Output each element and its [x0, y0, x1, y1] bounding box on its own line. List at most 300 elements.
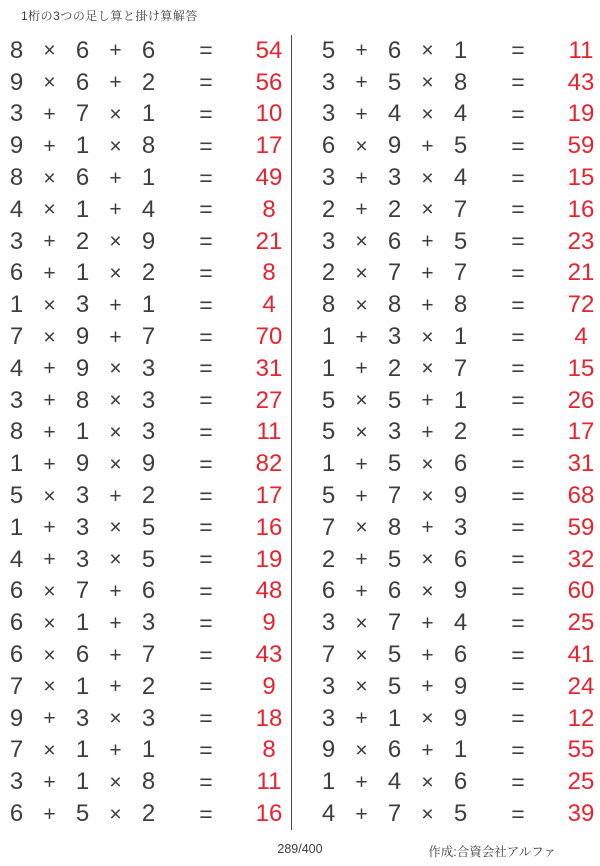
operand-3: 6 — [141, 577, 156, 605]
answer-value: 70 — [255, 323, 283, 351]
equation-row — [312, 512, 600, 544]
operator-1: × — [43, 611, 56, 635]
answer-value: 54 — [255, 36, 283, 64]
answer-value: 27 — [255, 386, 283, 414]
operand-3: 6 — [141, 36, 156, 64]
equation-row — [0, 321, 291, 353]
answer-value: 72 — [567, 291, 595, 319]
operator-2: × — [109, 357, 122, 381]
operand-2: 5 — [387, 641, 402, 669]
operator-2: × — [109, 770, 122, 794]
equation-row — [0, 194, 291, 226]
answer-value: 11 — [256, 418, 282, 446]
answer-value: 17 — [255, 132, 283, 160]
operator-1: × — [355, 643, 368, 667]
answer-value: 8 — [262, 259, 276, 287]
equation-row — [0, 130, 291, 162]
equation-row — [0, 417, 291, 449]
operator-2: × — [421, 484, 434, 508]
operand-1: 3 — [321, 227, 336, 255]
operand-3: 6 — [453, 545, 468, 573]
operand-1: 6 — [9, 259, 24, 287]
operator-2: + — [109, 39, 122, 63]
operand-3: 2 — [453, 418, 468, 446]
operand-1: 4 — [321, 800, 336, 828]
operator-2: + — [109, 738, 122, 762]
operand-3: 6 — [453, 768, 468, 796]
operand-1: 7 — [9, 323, 24, 351]
answer-value: 11 — [256, 768, 282, 796]
operator-1: × — [355, 389, 368, 413]
operator-2: × — [109, 102, 122, 126]
operand-2: 6 — [75, 36, 90, 64]
operand-1: 6 — [9, 641, 24, 669]
answer-value: 43 — [567, 68, 595, 96]
operand-2: 1 — [75, 768, 90, 796]
operator-1: × — [43, 71, 56, 95]
operator-2: × — [109, 707, 122, 731]
operator-2: × — [109, 389, 122, 413]
equals-sign: = — [199, 705, 213, 732]
operator-1: + — [355, 579, 368, 603]
operator-1: + — [355, 166, 368, 190]
equation-row — [312, 735, 600, 767]
operand-1: 1 — [9, 291, 24, 319]
operand-2: 1 — [75, 195, 90, 223]
equals-sign: = — [199, 450, 213, 477]
operator-1: × — [43, 675, 56, 699]
answer-value: 32 — [567, 545, 595, 573]
equals-sign: = — [511, 291, 525, 318]
equation-row — [312, 194, 600, 226]
equation-row — [312, 353, 600, 385]
operand-3: 5 — [453, 227, 468, 255]
equals-sign: = — [199, 37, 213, 64]
operator-2: × — [109, 261, 122, 285]
operand-2: 6 — [387, 36, 402, 64]
equals-sign: = — [199, 609, 213, 636]
operand-3: 4 — [453, 609, 468, 637]
operand-3: 7 — [141, 641, 156, 669]
operand-1: 4 — [9, 354, 24, 382]
operator-2: × — [421, 102, 434, 126]
operand-3: 6 — [453, 450, 468, 478]
operator-2: × — [109, 230, 122, 254]
answer-value: 19 — [255, 545, 283, 573]
operand-1: 7 — [321, 513, 336, 541]
operand-1: 3 — [321, 704, 336, 732]
operator-1: + — [355, 198, 368, 222]
operator-1: × — [43, 484, 56, 508]
operand-2: 1 — [75, 259, 90, 287]
operator-2: × — [421, 770, 434, 794]
answer-value: 26 — [567, 386, 595, 414]
page-title: 1桁の3つの足し算と掛け算解答 — [21, 9, 198, 23]
credit-text: 作成:合資会社アルファ — [428, 845, 556, 859]
operand-2: 3 — [387, 418, 402, 446]
equals-sign: = — [511, 69, 525, 96]
equation-row — [0, 766, 291, 798]
equals-sign: = — [511, 164, 525, 191]
equals-sign: = — [511, 577, 525, 604]
page-number: 289/400 — [277, 842, 323, 856]
answer-value: 12 — [567, 704, 595, 732]
operator-1: + — [43, 548, 56, 572]
operand-1: 8 — [321, 291, 336, 319]
operand-3: 8 — [453, 291, 468, 319]
operator-1: × — [355, 738, 368, 762]
operand-2: 3 — [75, 513, 90, 541]
operand-1: 1 — [9, 450, 24, 478]
operator-1: + — [355, 39, 368, 63]
answer-value: 15 — [567, 164, 595, 192]
operator-2: × — [421, 548, 434, 572]
operator-2: + — [109, 198, 122, 222]
equation-row — [0, 353, 291, 385]
operand-1: 5 — [321, 36, 336, 64]
operand-3: 3 — [141, 418, 156, 446]
operand-3: 2 — [141, 259, 156, 287]
operand-3: 2 — [141, 800, 156, 828]
answer-value: 24 — [567, 672, 595, 700]
operand-3: 9 — [453, 672, 468, 700]
operand-2: 4 — [387, 768, 402, 796]
answer-value: 48 — [255, 577, 283, 605]
equals-sign: = — [511, 546, 525, 573]
operator-1: × — [355, 516, 368, 540]
equals-sign: = — [199, 546, 213, 573]
operator-1: + — [355, 71, 368, 95]
equation-row — [312, 385, 600, 417]
answer-value: 60 — [567, 577, 595, 605]
operator-1: + — [43, 261, 56, 285]
operand-1: 8 — [9, 418, 24, 446]
equals-sign: = — [199, 164, 213, 191]
operand-2: 5 — [387, 545, 402, 573]
operand-3: 3 — [141, 609, 156, 637]
operand-1: 7 — [9, 736, 24, 764]
operand-2: 6 — [387, 227, 402, 255]
operand-3: 9 — [141, 450, 156, 478]
equations-column-left — [0, 35, 292, 830]
answer-value: 18 — [255, 704, 283, 732]
operator-2: + — [421, 389, 434, 413]
operand-2: 3 — [387, 323, 402, 351]
operand-2: 3 — [75, 482, 90, 510]
operator-2: + — [421, 738, 434, 762]
operand-3: 1 — [453, 736, 468, 764]
equals-sign: = — [199, 132, 213, 159]
operand-1: 3 — [9, 768, 24, 796]
equation-row — [312, 480, 600, 512]
operator-1: × — [43, 39, 56, 63]
equation-row — [312, 639, 600, 671]
equation-row — [0, 607, 291, 639]
operand-2: 2 — [75, 227, 90, 255]
equals-sign: = — [511, 196, 525, 223]
operator-2: + — [421, 134, 434, 158]
operand-2: 9 — [387, 132, 402, 160]
answer-value: 19 — [567, 100, 595, 128]
operand-3: 3 — [141, 354, 156, 382]
equations-column-right — [292, 35, 600, 830]
operator-2: + — [421, 293, 434, 317]
answer-value: 21 — [567, 259, 595, 287]
equals-sign: = — [511, 768, 525, 795]
answer-value: 9 — [262, 609, 276, 637]
operand-1: 1 — [321, 450, 336, 478]
operator-1: + — [355, 802, 368, 826]
equals-sign: = — [199, 514, 213, 541]
operand-3: 3 — [453, 513, 468, 541]
operator-2: × — [109, 516, 122, 540]
operand-1: 5 — [321, 386, 336, 414]
equation-row — [0, 258, 291, 290]
operand-2: 8 — [387, 291, 402, 319]
operator-1: + — [355, 357, 368, 381]
operand-1: 9 — [9, 704, 24, 732]
operand-1: 2 — [321, 195, 336, 223]
operator-2: + — [421, 261, 434, 285]
equals-sign: = — [511, 132, 525, 159]
operator-1: × — [355, 293, 368, 317]
operand-3: 9 — [141, 227, 156, 255]
answer-value: 16 — [255, 800, 283, 828]
operand-2: 5 — [387, 450, 402, 478]
equation-row — [0, 671, 291, 703]
operand-2: 5 — [387, 672, 402, 700]
operator-1: + — [43, 452, 56, 476]
operand-3: 1 — [141, 291, 156, 319]
answer-value: 31 — [567, 450, 595, 478]
answer-value: 17 — [255, 482, 283, 510]
operator-1: × — [43, 738, 56, 762]
operand-1: 3 — [9, 386, 24, 414]
operator-1: + — [43, 357, 56, 381]
operand-2: 1 — [75, 609, 90, 637]
answer-value: 17 — [567, 418, 595, 446]
equals-sign: = — [199, 387, 213, 414]
operand-2: 3 — [387, 164, 402, 192]
operand-3: 5 — [453, 132, 468, 160]
equals-sign: = — [199, 577, 213, 604]
operator-1: × — [43, 293, 56, 317]
operand-1: 9 — [321, 736, 336, 764]
equation-row — [312, 99, 600, 131]
equation-row — [312, 162, 600, 194]
equals-sign: = — [199, 418, 213, 445]
operator-1: × — [355, 134, 368, 158]
equals-sign: = — [511, 673, 525, 700]
operand-3: 1 — [141, 736, 156, 764]
equals-sign: = — [199, 355, 213, 382]
operand-3: 7 — [453, 354, 468, 382]
operator-1: × — [355, 261, 368, 285]
equals-sign: = — [511, 450, 525, 477]
operand-3: 2 — [141, 482, 156, 510]
operator-1: + — [43, 134, 56, 158]
operand-2: 9 — [75, 323, 90, 351]
equals-sign: = — [199, 323, 213, 350]
operand-1: 7 — [9, 672, 24, 700]
equals-sign: = — [199, 736, 213, 763]
equals-sign: = — [511, 514, 525, 541]
equals-sign: = — [511, 705, 525, 732]
operand-2: 9 — [75, 450, 90, 478]
operator-1: + — [355, 452, 368, 476]
equation-row — [312, 671, 600, 703]
answer-value: 82 — [255, 450, 283, 478]
answer-value: 15 — [567, 354, 595, 382]
operator-2: + — [421, 420, 434, 444]
operand-3: 9 — [453, 482, 468, 510]
equation-row — [0, 480, 291, 512]
operator-1: + — [43, 102, 56, 126]
operator-2: × — [421, 802, 434, 826]
operand-2: 2 — [387, 354, 402, 382]
operator-1: × — [355, 420, 368, 444]
answer-value: 9 — [262, 672, 276, 700]
equals-sign: = — [511, 387, 525, 414]
operator-1: + — [43, 516, 56, 540]
operand-3: 4 — [141, 195, 156, 223]
operator-2: + — [109, 675, 122, 699]
equals-sign: = — [199, 196, 213, 223]
operator-2: + — [421, 611, 434, 635]
operand-1: 1 — [321, 768, 336, 796]
operator-2: + — [109, 643, 122, 667]
operator-2: + — [109, 579, 122, 603]
operand-3: 6 — [453, 641, 468, 669]
equation-row — [312, 544, 600, 576]
equals-sign: = — [511, 482, 525, 509]
answer-value: 41 — [567, 641, 595, 669]
operand-1: 4 — [9, 195, 24, 223]
equation-row — [312, 289, 600, 321]
operand-2: 6 — [75, 641, 90, 669]
operator-2: × — [109, 452, 122, 476]
answer-value: 10 — [255, 100, 283, 128]
operator-2: × — [421, 452, 434, 476]
operand-1: 8 — [9, 164, 24, 192]
equals-sign: = — [199, 482, 213, 509]
equals-sign: = — [511, 609, 525, 636]
operand-1: 5 — [321, 482, 336, 510]
answer-value: 55 — [567, 736, 595, 764]
operand-2: 4 — [387, 100, 402, 128]
operator-2: × — [421, 166, 434, 190]
answer-value: 49 — [255, 164, 283, 192]
operand-3: 5 — [141, 513, 156, 541]
operator-1: × — [355, 611, 368, 635]
equals-sign: = — [199, 228, 213, 255]
equals-sign: = — [511, 37, 525, 64]
operand-2: 6 — [75, 68, 90, 96]
operand-3: 3 — [141, 704, 156, 732]
equation-row — [312, 448, 600, 480]
operand-2: 8 — [75, 386, 90, 414]
answer-value: 59 — [567, 513, 595, 541]
equation-row — [0, 512, 291, 544]
operand-1: 6 — [321, 577, 336, 605]
answer-value: 23 — [567, 227, 595, 255]
operand-2: 7 — [387, 800, 402, 828]
equation-row — [0, 703, 291, 735]
equation-row — [0, 544, 291, 576]
equals-sign: = — [511, 323, 525, 350]
operand-2: 2 — [387, 195, 402, 223]
operand-3: 7 — [453, 195, 468, 223]
operator-1: × — [43, 166, 56, 190]
operand-3: 7 — [453, 259, 468, 287]
operator-1: + — [43, 707, 56, 731]
operator-1: × — [43, 198, 56, 222]
operand-3: 5 — [453, 800, 468, 828]
equals-sign: = — [511, 228, 525, 255]
operand-2: 6 — [387, 736, 402, 764]
operand-2: 6 — [75, 164, 90, 192]
operator-1: + — [43, 420, 56, 444]
operator-1: + — [355, 102, 368, 126]
operand-3: 4 — [453, 164, 468, 192]
equals-sign: = — [199, 259, 213, 286]
answer-value: 16 — [255, 513, 283, 541]
answer-value: 25 — [567, 768, 595, 796]
equals-sign: = — [511, 800, 525, 827]
operand-3: 4 — [453, 100, 468, 128]
equation-row — [0, 798, 291, 830]
equation-row — [0, 162, 291, 194]
equation-row — [0, 226, 291, 258]
answer-value: 21 — [255, 227, 283, 255]
operator-2: × — [421, 198, 434, 222]
operator-2: × — [421, 357, 434, 381]
equation-row — [0, 576, 291, 608]
operand-2: 7 — [387, 482, 402, 510]
operator-1: × — [355, 675, 368, 699]
answer-value: 11 — [568, 36, 594, 64]
operator-1: + — [355, 325, 368, 349]
operand-2: 6 — [387, 577, 402, 605]
operand-3: 5 — [141, 545, 156, 573]
operator-1: + — [43, 389, 56, 413]
operator-1: × — [355, 230, 368, 254]
operator-2: × — [421, 325, 434, 349]
operand-3: 8 — [141, 768, 156, 796]
operand-1: 8 — [9, 36, 24, 64]
operator-2: + — [421, 643, 434, 667]
operand-1: 5 — [321, 418, 336, 446]
operator-1: × — [43, 325, 56, 349]
operand-2: 8 — [387, 513, 402, 541]
answer-value: 56 — [255, 68, 283, 96]
operator-1: + — [43, 802, 56, 826]
operator-2: + — [421, 516, 434, 540]
operand-3: 3 — [141, 386, 156, 414]
operand-1: 1 — [9, 513, 24, 541]
operand-3: 1 — [453, 323, 468, 351]
operand-2: 1 — [387, 704, 402, 732]
equation-row — [312, 35, 600, 67]
operand-2: 3 — [75, 291, 90, 319]
equals-sign: = — [511, 736, 525, 763]
equation-row — [312, 321, 600, 353]
operand-2: 3 — [75, 704, 90, 732]
operator-1: + — [355, 707, 368, 731]
operand-2: 3 — [75, 545, 90, 573]
equation-row — [0, 67, 291, 99]
answer-value: 39 — [567, 800, 595, 828]
